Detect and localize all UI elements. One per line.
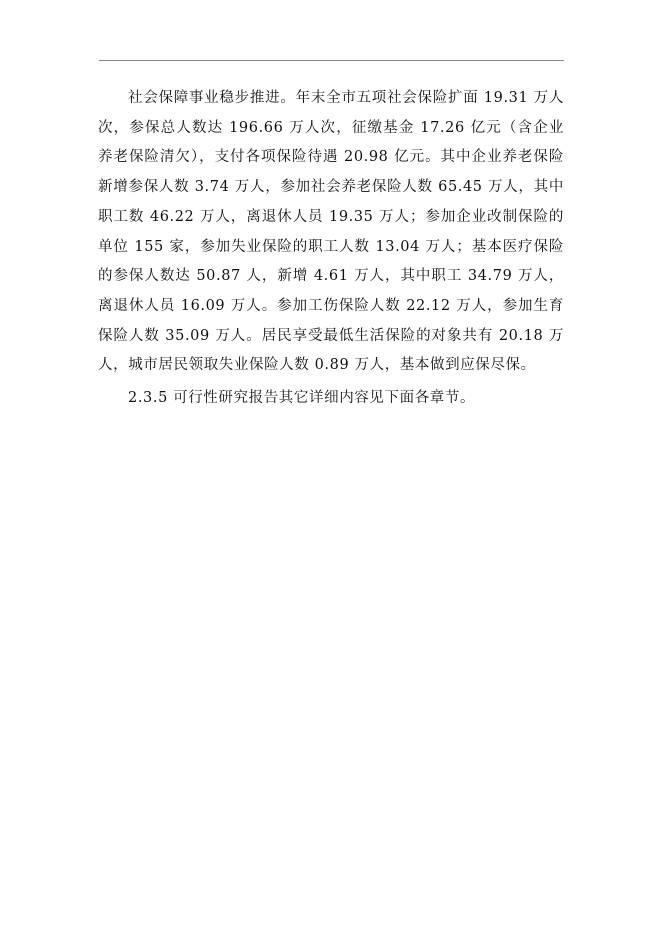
header-rule [99,60,564,61]
paragraph-social-security: 社会保障事业稳步推进。年末全市五项社会保险扩面 19.31 万人次，参保总人数达 196.66 万人次，征缴基金 17.26 亿元（含企业养老保险清欠），支付各项保险待遇 20.98 亿元。其中企业养老保险新增参保人数 3.74 万人，参加社会养老保险人数 65.45 万人，其中职工数 46.22 万人，离退休人员 19.35 万人；参加企业改制保险的单位 155 家，参加失业保险的职工人数 13.04 万人；基本医疗保险的参保人数达 50.87 人，新增 4.61 万人，其中职工 34.79 万人，离退休人员 16.09 万人。参加工伤保险人数 22.12 万人，参加生育保险人数 35.09 万人。居民享受最低生活保险的对象共有 20.18 万人，城市居民领取失业保险人数 0.89 万人，基本做到应保尽保。 [98,90,564,374]
paragraph-feasibility-note: 2.3.5 可行性研究报告其它详细内容见下面各章节。 [128,390,476,407]
document-body [98,84,564,414]
